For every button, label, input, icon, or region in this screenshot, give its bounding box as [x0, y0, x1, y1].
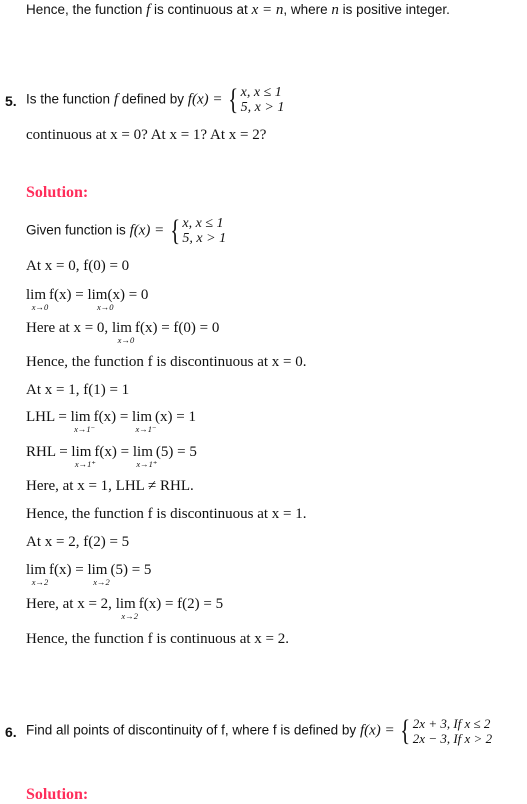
- s5-l12-limit-1: [26, 562, 49, 587]
- s5-l8-lim-text: lim: [71, 444, 92, 460]
- s5-l8-a: f(x) =: [94, 444, 133, 460]
- s5-l13-limit: [115, 596, 138, 621]
- s5-l7-b: (x) = 1: [155, 409, 196, 425]
- s5-line-4: [26, 320, 220, 345]
- intro-eq: x = n: [251, 2, 284, 18]
- q5-f: f: [113, 91, 118, 108]
- s5-line-3: [26, 287, 149, 312]
- question-6-line: [26, 716, 492, 746]
- s5-l4-lim-text: lim: [111, 320, 132, 336]
- s5-l7-lim2-text: lim: [132, 409, 153, 425]
- s5-l12-lim-sub: x→2: [31, 577, 49, 587]
- question-5-number: 5.: [5, 93, 17, 109]
- s5-line-11: At x = 2, f(2) = 5: [26, 534, 130, 550]
- intro-line: [26, 2, 450, 18]
- s5-l12-lim-text: lim: [26, 562, 47, 578]
- solution-label: Solution:: [26, 184, 89, 201]
- s5-cases: { x, x ≤ 1 5, x > 1: [170, 214, 227, 247]
- s5-l7-lim-text: lim: [70, 409, 91, 425]
- s5-line-10: Hence, the function f is discontinuous at x = 1.: [26, 506, 307, 522]
- s5-l3-lim-text: lim: [26, 287, 47, 303]
- s5-line-1: [26, 216, 226, 246]
- s5-l8-lim-sub: x→1⁺: [74, 459, 96, 469]
- s5-l1-text: Given function is: [26, 222, 130, 238]
- s5-line-9: Here, at x = 1, LHL ≠ RHL.: [26, 478, 194, 494]
- question-6-number: 6.: [5, 724, 17, 740]
- s5-line-13: [26, 596, 224, 621]
- s5-l12-lim2-sub: x→2: [93, 577, 110, 587]
- s5-l8-lim2-text: lim: [132, 444, 153, 460]
- s5-l13-post: f(x) = f(2) = 5: [138, 596, 224, 612]
- s5-l8-limit-2: [132, 444, 158, 469]
- intro-text-3: , where: [283, 2, 332, 17]
- solution-label-2: Solution:: [26, 786, 89, 803]
- s5-l7-limit-1: [70, 409, 96, 434]
- question-5-line-2: continuous at x = 0? At x = 1? At x = 2?: [26, 127, 267, 143]
- q5-text-1: Is the function: [26, 91, 114, 107]
- s5-l4-lim-sub: x→0: [117, 335, 135, 345]
- q6-case-1: 2x + 3, If x ≤ 2: [412, 716, 491, 731]
- q6-text: Find all points of discontinuity of f, where f is defined by: [26, 722, 360, 738]
- q6-cases: { 2x + 3, If x ≤ 2 2x − 3, If x > 2: [400, 714, 493, 747]
- q5-case-2: 5, x > 1: [240, 100, 285, 115]
- s5-l13-pre: Here, at x = 2,: [26, 596, 116, 612]
- s5-l7-limit-2: [132, 409, 157, 434]
- s5-l3-limit: [26, 287, 49, 312]
- s5-l1-fx: f(x) =: [129, 222, 165, 239]
- s5-l12-b: (5) = 5: [110, 562, 152, 578]
- s5-l3-lim-sub: x→0: [31, 302, 49, 312]
- s5-line-2: At x = 0, f(0) = 0: [26, 258, 130, 274]
- s5-l4-pre: Here at x = 0,: [26, 320, 112, 336]
- s5-line-6: At x = 1, f(1) = 1: [26, 382, 130, 398]
- s5-line-8: [26, 444, 197, 469]
- s5-l7-lim2-sub: x→1⁻: [135, 424, 157, 434]
- s5-line-5: Hence, the function f is discontinuous at x = 0.: [26, 354, 307, 370]
- s5-l12-limit-2: [87, 562, 110, 587]
- intro-f: f: [146, 2, 151, 18]
- intro-text-4: is positive integer.: [338, 2, 450, 17]
- s5-l12-a: f(x) =: [49, 562, 88, 578]
- s5-case-2: 5, x > 1: [182, 231, 227, 246]
- s5-l8-pre: RHL =: [26, 444, 72, 460]
- s5-l8-b: (5) = 5: [155, 444, 197, 460]
- q6-case-2: 2x − 3, If x > 2: [412, 731, 493, 746]
- q5-case-1: x, x ≤ 1: [240, 85, 282, 100]
- s5-l13-lim-text: lim: [115, 596, 136, 612]
- s5-line-12: [26, 562, 152, 587]
- s5-l4-limit: [111, 320, 135, 345]
- s5-l13-lim-sub: x→2: [121, 611, 138, 621]
- s5-line-14: Hence, the function f is continuous at x = 2.: [26, 631, 289, 647]
- intro-n: n: [331, 2, 339, 18]
- s5-line-7: [26, 409, 196, 434]
- s5-case-1: x, x ≤ 1: [182, 216, 224, 231]
- s5-l7-pre: LHL =: [26, 409, 71, 425]
- s5-l8-lim2-sub: x→1⁺: [136, 459, 158, 469]
- intro-text-1: Hence, the function: [26, 2, 147, 17]
- s5-l8-limit-1: [71, 444, 96, 469]
- q6-fx: f(x) =: [359, 722, 395, 739]
- q5-cases: { x, x ≤ 1 5, x > 1: [228, 83, 285, 116]
- s5-l7-a: f(x) =: [93, 409, 133, 425]
- s5-l3-sub2: x→0: [97, 302, 114, 312]
- q5-text-2: defined by: [117, 91, 188, 107]
- s5-l3-rest: [49, 287, 149, 312]
- question-5-line-1: [26, 85, 284, 115]
- s5-l4-post: f(x) = f(0) = 0: [134, 320, 220, 336]
- q5-fx: f(x) =: [187, 91, 223, 108]
- s5-l7-lim-sub: x→1⁻: [74, 424, 96, 434]
- s5-l3-a: f(x) = lim(x) = 0: [49, 287, 149, 303]
- intro-text-2: is continuous at: [150, 2, 252, 17]
- s5-l12-lim2-text: lim: [87, 562, 108, 578]
